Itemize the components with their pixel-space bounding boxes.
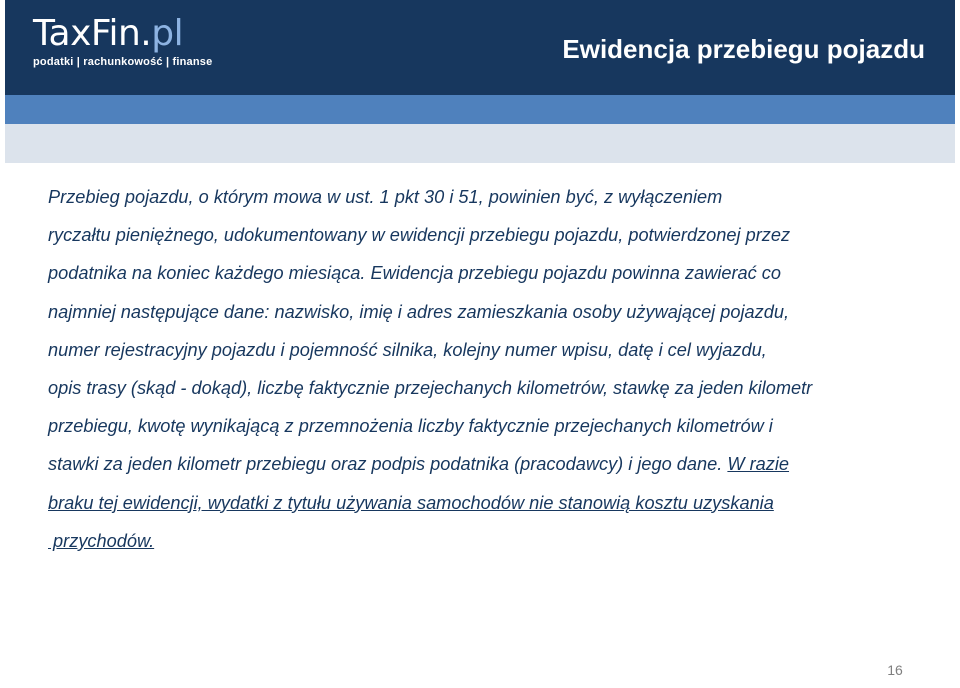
body-line: najmniej następujące dane: nazwisko, imię i adres zamieszkania osoby używającej pojazdu, [48, 301, 790, 322]
body-line-text: stawki za jeden kilometr przebiegu oraz podpis podatnika (pracodawcy) i jego dane. [48, 454, 728, 475]
body-line: ryczałtu pieniężnego, udokumentowany w ewidencji przebiegu pojazdu, potwierdzonej przez [48, 225, 791, 246]
taxfin-logo [33, 14, 212, 68]
slide-title: Ewidencja przebiegu pojazdu [562, 34, 925, 64]
body-line: podatnika na koniec każdego miesiąca. Ewidencja przebiegu pojazdu powinna zawierać co [48, 263, 782, 284]
page-number: 16 [887, 662, 903, 678]
logo-brand: TaxFin. [33, 13, 152, 54]
body-line-with-underline [48, 445, 878, 483]
underlined-text: braku tej ewidencji, wydatki z tytułu używania samochodów nie stanowią kosztu uzyskania [48, 492, 774, 513]
body-paragraph [48, 178, 878, 560]
body-line: numer rejestracyjny pojazdu i pojemność silnika, kolejny numer wpisu, datę i cel wyjazdu, [48, 339, 767, 360]
body-line: przebiegu, kwotę wynikającą z przemnożenia liczby faktycznie przejechanych kilometrów i [48, 416, 773, 437]
page-number-box [870, 662, 920, 680]
header-band-lower [5, 124, 955, 163]
underlined-text: przychodów. [48, 530, 155, 551]
logo-tagline: podatki | rachunkowość | finanse [33, 56, 213, 68]
slide-header [5, 0, 955, 95]
body-line: opis trasy (skąd - dokąd), liczbę faktycznie przejechanych kilometrów, stawkę za jeden kilometr [48, 378, 813, 399]
logo-wordmark [33, 14, 212, 54]
logo-tld: pl [151, 13, 184, 54]
body-line: Przebieg pojazdu, o którym mowa w ust. 1 pkt 30 i 51, powinien być, z wyłączeniem [48, 187, 723, 207]
underlined-text: W razie [727, 454, 790, 475]
